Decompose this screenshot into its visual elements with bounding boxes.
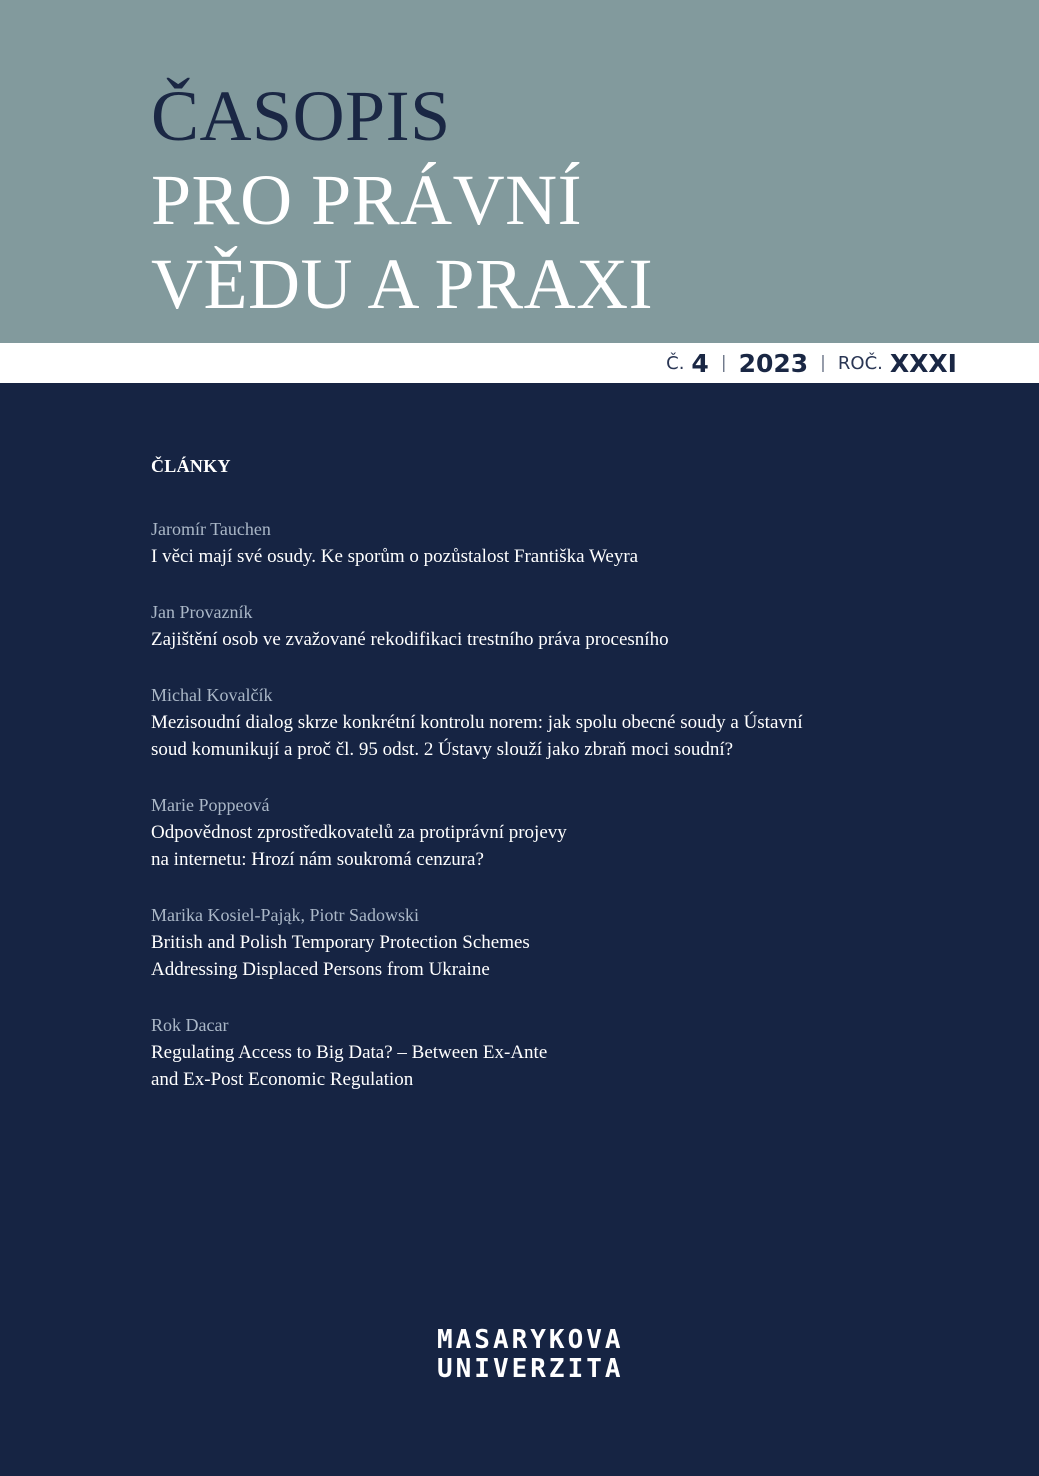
article-title-line: soud komunikují a proč čl. 95 odst. 2 Ústavy slouží jako zbraň moci soudní? [151,739,734,760]
article-title [151,709,891,763]
issue-number: 4 [691,348,709,378]
publisher-logo-line-1: MASARYKOVA [437,1325,624,1355]
article-title-line: Mezisoudní dialog skrze konkrétní kontrolu norem: jak spolu obecné soudy a Ústavní [151,712,803,733]
issue-volume: XXXI [889,348,957,378]
journal-title-line-2: PRO PRÁVNÍ [151,160,583,240]
article-entry [151,682,891,763]
issue-info [666,343,957,383]
article-title-line: Regulating Access to Big Data? – Between Ex-Ante [151,1042,548,1063]
issue-number-label: Č. [666,352,685,374]
article-title [151,929,891,983]
article-author: Marika Kosiel-Pająk, Piotr Sadowski [151,905,419,925]
journal-title-line-1: ČASOPIS [151,76,451,156]
issue-band [0,343,1039,383]
article-entry [151,792,891,873]
publisher-logo-line-2: UNIVERZITA [437,1354,624,1384]
article-entry [151,599,891,653]
article-entry [151,516,891,570]
issue-year: 2023 [738,348,809,378]
publisher-logo [437,1326,624,1384]
article-list [151,516,891,1122]
article-title [151,626,891,653]
article-title-line: and Ex-Post Economic Regulation [151,1069,414,1090]
article-author: Marie Poppeová [151,795,270,815]
article-title [151,1039,891,1093]
issue-separator: | [720,353,727,373]
article-author: Rok Dacar [151,1015,229,1035]
journal-title-line-3: VĚDU A PRAXI [151,244,654,324]
article-entry [151,1012,891,1093]
article-entry [151,902,891,983]
article-author: Jan Provazník [151,602,253,622]
issue-separator: | [820,353,826,373]
section-heading: ČLÁNKY [151,456,231,476]
title-band [0,0,1039,343]
article-title-line: Addressing Displaced Persons from Ukraine [151,959,490,980]
article-title [151,819,891,873]
article-author: Michal Kovalčík [151,685,273,705]
article-title-line: Zajištění osob ve zvažované rekodifikaci trestního práva procesního [151,629,669,650]
issue-volume-label: ROČ. [837,352,883,374]
article-title-line: I věci mají své osudy. Ke sporům o pozůstalost Františka Weyra [151,546,639,567]
article-title-line: Odpovědnost zprostředkovatelů za protiprávní projevy [151,822,567,843]
article-title-line: na internetu: Hrozí nám soukromá cenzura? [151,849,484,870]
article-title-line: British and Polish Temporary Protection Schemes [151,932,530,953]
article-title [151,543,891,570]
article-author: Jaromír Tauchen [151,519,271,539]
